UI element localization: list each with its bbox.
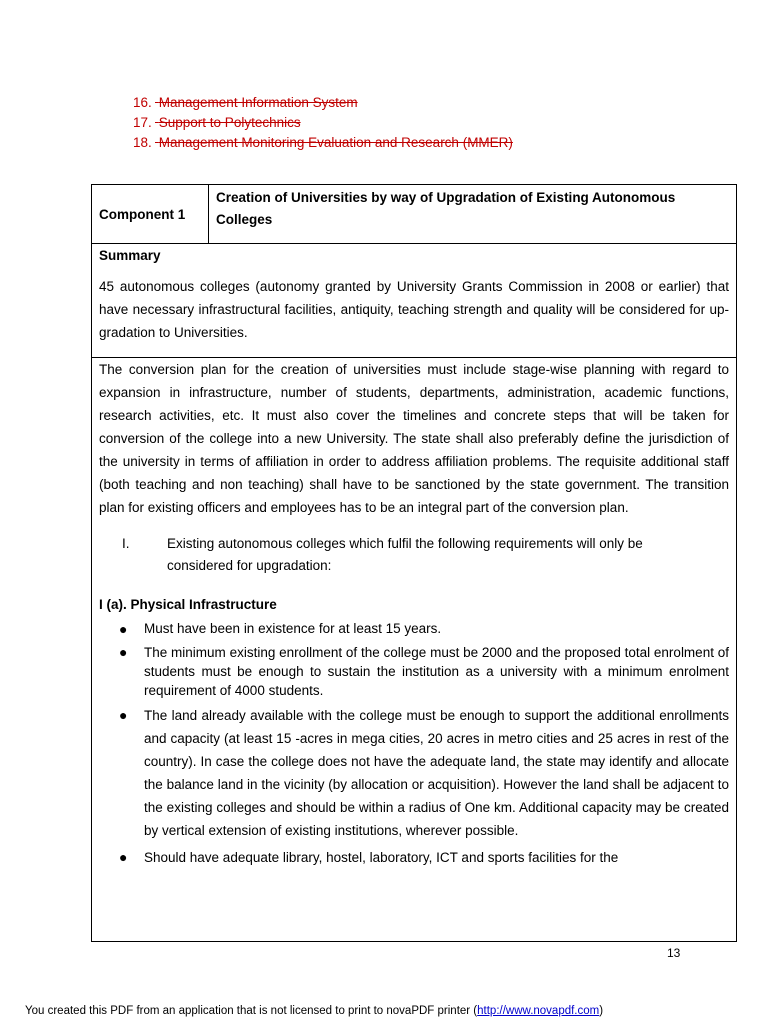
requirement-item [122, 533, 729, 577]
page-number: 13 [667, 946, 681, 960]
physical-infrastructure-heading: I (a). Physical Infrastructure [99, 597, 277, 612]
bullet-icon: ● [119, 707, 128, 723]
list-item: 16. Management Information System [133, 95, 358, 110]
component-label: Component 1 [92, 185, 209, 243]
summary-text: 45 autonomous colleges (autonomy granted by University Grants Commission in 2008 or earlier) that have necessary infrastructural facilities, antiquity, teaching strength and quality will be considered for up-gradation to Universities. [99, 279, 729, 340]
footer-notice: You created this PDF from an application that is not licensed to print to novaPDF printer (http://www.novapdf.com) [25, 1005, 604, 1017]
conversion-text: The conversion plan for the creation of universities must include stage-wise planning with regard to expansion in infrastructure, number of students, departments, administration, academic functions, research activities, etc. It must also cover the timelines and concrete steps that will be taken for conversion of the college into a new University. The state shall also preferably define the jurisdiction of the university in terms of affiliation in order to address affiliation problems. The requisite additional staff (both teaching and non teaching) shall have to be sanctioned by the state government. The transition plan for existing officers and employees has to be an integral part of the conversion plan. [99, 362, 729, 515]
bullet-icon: ● [119, 621, 128, 637]
summary-cell [91, 243, 737, 358]
bullet-icon: ● [119, 849, 128, 865]
bullet-icon: ● [119, 644, 128, 660]
struck-through-list [133, 93, 513, 153]
bullet-item: ● The minimum existing enrollment of the college must be 2000 and the proposed total enrolment of students must be enough to sustain the institution as a university with a minimum enrolment requirement of 4000 students. [119, 644, 729, 698]
roman-numeral: I. [122, 536, 130, 551]
requirement-text: Existing autonomous colleges which fulfil the following requirements will only be considered for upgradation: [167, 536, 643, 573]
novapdf-link[interactable]: http://www.novapdf.com [477, 1005, 600, 1017]
conversion-plan-cell [91, 357, 737, 942]
component-title: Creation of Universities by way of Upgradation of Existing Autonomous Colleges [216, 190, 676, 227]
bullet-item: ● Should have adequate library, hostel, laboratory, ICT and sports facilities for the [99, 846, 729, 869]
infrastructure-bullets [99, 619, 729, 869]
list-item: 18. Management Monitoring Evaluation and Research (MMER) [133, 135, 513, 150]
summary-title: Summary [99, 248, 161, 263]
list-item: 17. Support to Polytechnics [133, 115, 301, 130]
component-header-row [91, 184, 737, 244]
bullet-item: ● Must have been in existence for at least 15 years. [119, 621, 442, 637]
bullet-item: ● The land already available with the college must be enough to support the additional enrollments and capacity (at least 15 -acres in mega cities, 20 acres in metro cities and 25 acres in rest of the country). In case the college does not have the adequate land, the state may identify and allocate the balance land in the vicinity (by allocation or acquisition). However the land shall be adjacent to the existing colleges and should be within a radius of One km. Additional capacity may be created by vertical extension of existing institutions, wherever possible. [99, 704, 729, 842]
